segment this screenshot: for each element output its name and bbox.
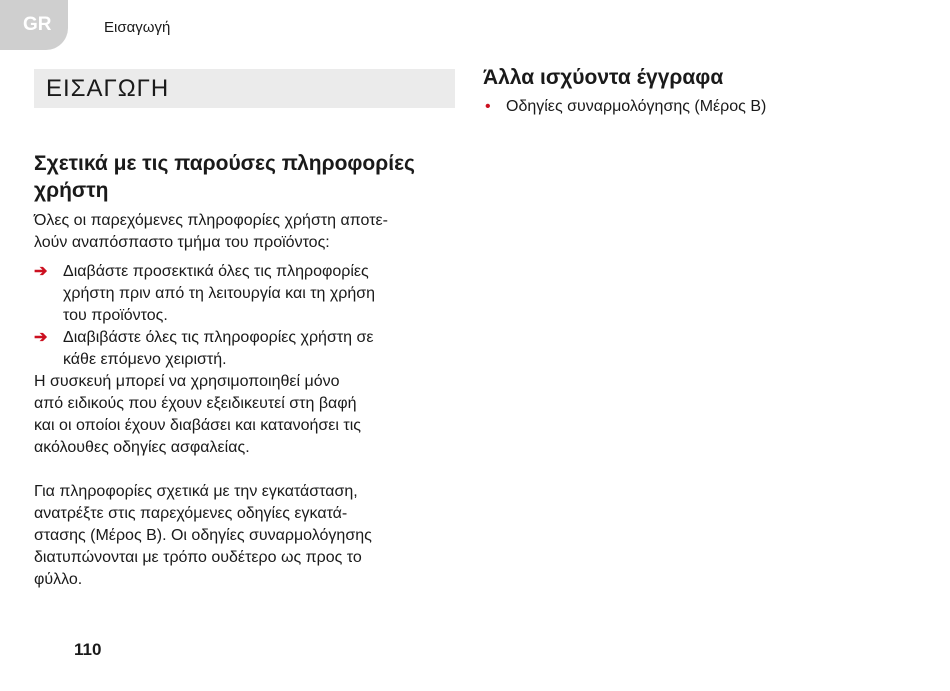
paragraph-gap [34, 459, 454, 481]
subheading: Σχετικά με τις παρούσες πληροφορίες χρήστη [34, 152, 415, 202]
language-tab [0, 0, 68, 50]
installation-paragraph: Για πληροφορίες σχετικά με την εγκατάσταση, ανατρέξτε στις παρεχόμενες οδηγίες εγκατά- στασης (Μέρος Β). Οι οδηγίες συναρμολόγησης διατυπώνονται με τρόπο ουδέτερο ως προς το φύλλο. [34, 483, 372, 588]
instruction-item: ➔ Διαβιβάστε όλες τις πληροφορίες χρήστη σε κάθε επόμενο χειριστή. [34, 329, 374, 368]
arrow-right-icon: ➔ [34, 263, 48, 280]
bullet-icon: • [485, 98, 491, 115]
section-title: ΕΙΣΑΓΩΓΗ [46, 75, 170, 102]
right-column [483, 64, 923, 118]
language-code: GR [23, 14, 52, 35]
qualification-paragraph: Η συσκευή μπορεί να χρησιμοποιηθεί μόνο από ειδικούς που έχουν εξειδικευτεί στη βαφή και οι οποίοι έχουν διαβάσει και κατανοήσει τις ακόλουθες οδηγίες ασφαλείας. [34, 373, 361, 456]
intro-paragraph: Όλες οι παρεχόμενες πληροφορίες χρήστη αποτε- λούν αναπόσπαστο τμήμα του προϊόντος: [34, 212, 388, 251]
section-title-box [34, 69, 455, 108]
arrow-right-icon: ➔ [34, 329, 48, 346]
running-header-title: Εισαγωγή [104, 19, 171, 36]
related-document-item: • Οδηγίες συναρμολόγησης (Μέρος Β) [483, 96, 923, 118]
instruction-list [34, 261, 454, 371]
instruction-item: ➔ Διαβάστε προσεκτικά όλες τις πληροφορίες χρήστη πριν από τη λειτουργία και τη χρήση του προϊόντος. [34, 263, 376, 324]
left-column [34, 150, 454, 591]
related-documents-heading: Άλλα ισχύοντα έγγραφα [483, 66, 724, 89]
page-number: 110 [74, 640, 102, 659]
